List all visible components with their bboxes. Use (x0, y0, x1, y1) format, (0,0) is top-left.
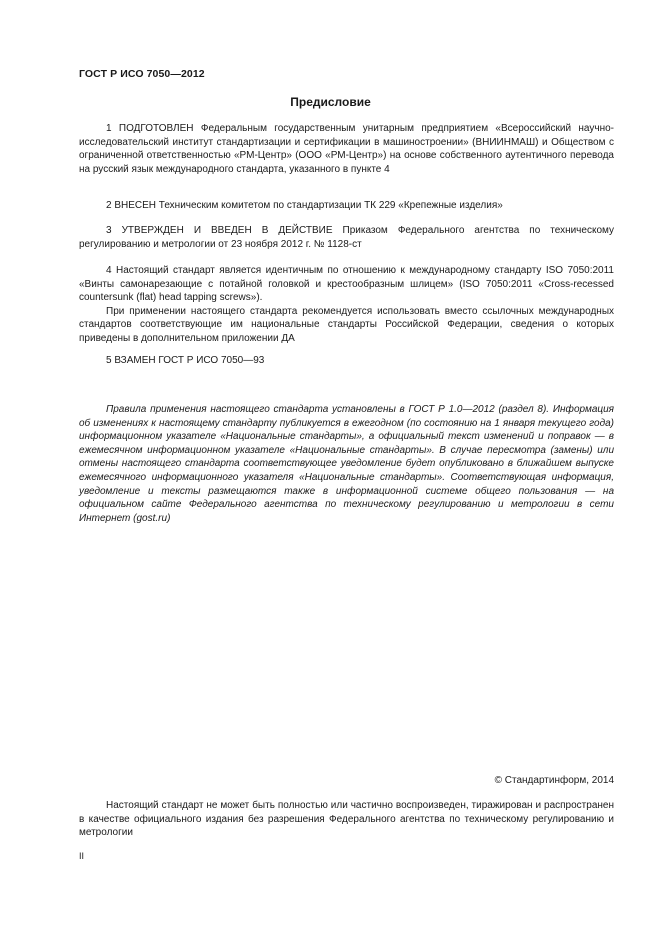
page-title: Предисловие (290, 95, 371, 109)
foreword-item-3-text: 3 УТВЕРЖДЕН И ВВЕДЕН В ДЕЙСТВИЕ Приказом Федерального агентства по техническому регулированию и метрологии от 23 ноября 2012 г. № 1128-ст (79, 225, 614, 250)
reproduction-notice (79, 799, 614, 840)
foreword-item-5-text: 5 ВЗАМЕН ГОСТ Р ИСО 7050—93 (106, 355, 265, 366)
foreword-item-3 (79, 224, 614, 251)
foreword-item-1 (79, 122, 614, 176)
foreword-item-5 (79, 354, 614, 368)
foreword-item-4 (79, 264, 614, 346)
reproduction-notice-text: Настоящий стандарт не может быть полностью или частично воспроизведен, тиражирован и распространен в качестве официального издания без разрешения Федерального агентства по техническому регулированию и метрологии (79, 800, 614, 839)
application-rules-notice (79, 403, 614, 525)
foreword-item-2-text: 2 ВНЕСЕН Техническим комитетом по стандартизации ТК 229 «Крепежные изделия» (106, 200, 503, 211)
foreword-item-2 (79, 199, 614, 213)
page-number: II (79, 851, 85, 861)
foreword-item-4-text: 4 Настоящий стандарт является идентичным по отношению к международному стандарту ISO 7050:2011 «Винты самонарезающие с потайной головкой и крестообразным шлицем» (ISO 7050:2011 «Cross-recessed countersunk (flat) head tapping screws»). (79, 265, 614, 304)
foreword-item-4-note: При применении настоящего стандарта рекомендуется использовать вместо ссылочных международных стандартов соответствующие им национальные стандарты Российской Федерации, сведения о которых приведены в дополнительном приложении ДА (79, 305, 614, 344)
document-code-header: ГОСТ Р ИСО 7050—2012 (79, 68, 205, 80)
application-rules-notice-text: Правила применения настоящего стандарта установлены в ГОСТ Р 1.0—2012 (раздел 8). Информация об изменениях к настоящему стандарту публикуется в ежегодном (по состоянию на 1 января текущего года) информационном указателе «Национальные стандарты», а официальный текст изменений и поправок — в ежемесячном информационном указателе «Национальные стандарты». В случае пересмотра (замены) или отмены настоящего стандарта соответствующее уведомление будет опубликовано в ближайшем выпуске ежемесячного информационного указателя «Национальные стандарты». Соответствующая информация, уведомление и тексты размещаются также в информационной системе общего пользования — на официальном сайте Федерального агентства по техническому регулированию и метрологии в сети Интернет (gost.ru) (79, 404, 614, 524)
foreword-item-1-text: 1 ПОДГОТОВЛЕН Федеральным государственным унитарным предприятием «Всероссийский научно-исследовательский институт стандартизации и сертификации в машиностроении» (ВНИИНМАШ) и Обществом с ограниченной ответственностью «РМ-Центр» (ООО «РМ-Центр») на основе собственного аутентичного перевода на русский язык международного стандарта, указанного в пункте 4 (79, 123, 614, 175)
copyright-line: © Стандартинформ, 2014 (494, 775, 614, 786)
